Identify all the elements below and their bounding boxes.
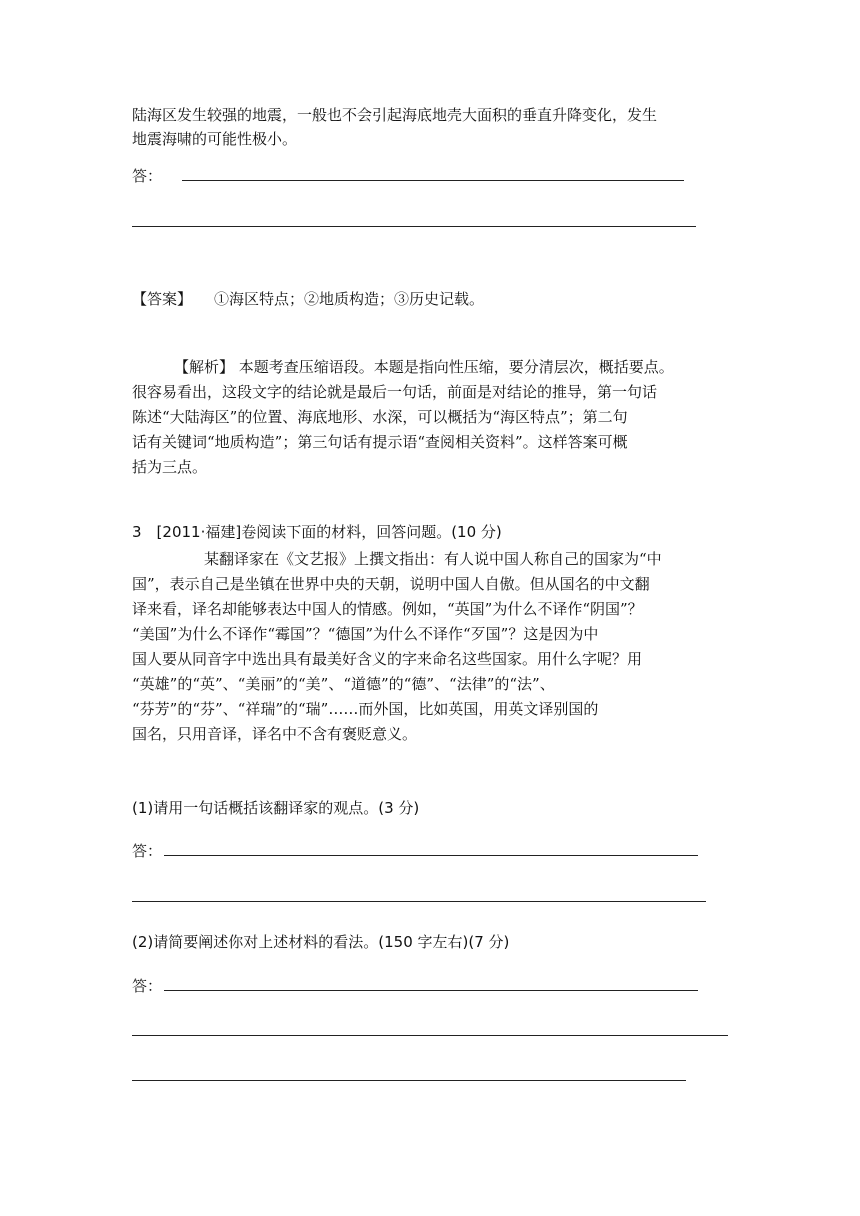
- passage-line: “美国”为什么不译作“霉国”？“德国”为什么不译作“歹国”？这是因为中: [132, 625, 599, 643]
- answer-label: 答：: [132, 977, 163, 995]
- passage-line: 国”，表示自己是坐镇在世界中央的天朝，说明中国人自傲。但从国名的中文翻: [132, 575, 650, 593]
- sub-question-1: (1)请用一句话概括该翻译家的观点。(3 分): [132, 799, 420, 817]
- sub-question-2: (2)请简要阐述你对上述材料的看法。(150 字左右)(7 分): [132, 933, 510, 951]
- passage-line: 国人要从同音字中选出具有最美好含义的字来命名这些国家。用什么字呢？用: [132, 650, 643, 668]
- analysis-line: 陈述“大陆海区”的位置、海底地形、水深，可以概括为“海区特点”；第二句: [132, 408, 628, 426]
- answer-line[interactable]: [132, 1035, 728, 1036]
- passage-line: 国名，只用音译，译名中不含有褒贬意义。: [132, 725, 418, 743]
- answer-text: ①海区特点；②地质构造；③历史记载。: [214, 290, 485, 308]
- answer-label: 答：: [132, 842, 163, 860]
- answer-line[interactable]: [132, 1080, 686, 1081]
- question-title: 3 [2011·福建]卷阅读下面的材料，回答问题。(10 分): [132, 523, 502, 541]
- answer-block: [132, 287, 484, 311]
- passage-line: 某翻译家在《文艺报》上撰文指出：有人说中国人称自己的国家为“中: [204, 550, 662, 568]
- analysis-line: 括为三点。: [132, 458, 208, 476]
- intro-line-1: 陆海区发生较强的地震，一般也不会引起海底地壳大面积的垂直升降变化，发生: [132, 106, 658, 124]
- intro-line-2: 地震海啸的可能性极小。: [132, 130, 298, 148]
- analysis-line: 话有关键词“地质构造”；第三句话有提示语“查阅相关资料”。这样答案可概: [132, 433, 628, 451]
- passage-line: “芬芳”的“芬”、“祥瑞”的“瑞”……而外国，比如英国，用英文译别国的: [132, 700, 599, 718]
- passage-line: “英雄”的“英”、“美丽”的“美”、“道德”的“德”、“法律”的“法”、: [132, 675, 555, 693]
- analysis-first-line: [174, 355, 674, 379]
- answer-label: 答：: [132, 167, 163, 185]
- answer-line[interactable]: [164, 990, 698, 991]
- answer-line[interactable]: [132, 901, 706, 902]
- answer-line[interactable]: [182, 180, 684, 181]
- passage-line: 译来看，译名却能够表达中国人的情感。例如，“英国”为什么不译作“阴国”？: [132, 600, 643, 618]
- analysis-line: 很容易看出，这段文字的结论就是最后一句话，前面是对结论的推导，第一句话: [132, 383, 658, 401]
- answer-header: 【答案】: [132, 290, 193, 308]
- analysis-header: 【解析】: [174, 358, 235, 376]
- answer-line[interactable]: [132, 226, 696, 227]
- answer-line[interactable]: [164, 855, 698, 856]
- analysis-first-text: 本题考查压缩语段。本题是指向性压缩，要分清层次，概括要点。: [234, 358, 674, 376]
